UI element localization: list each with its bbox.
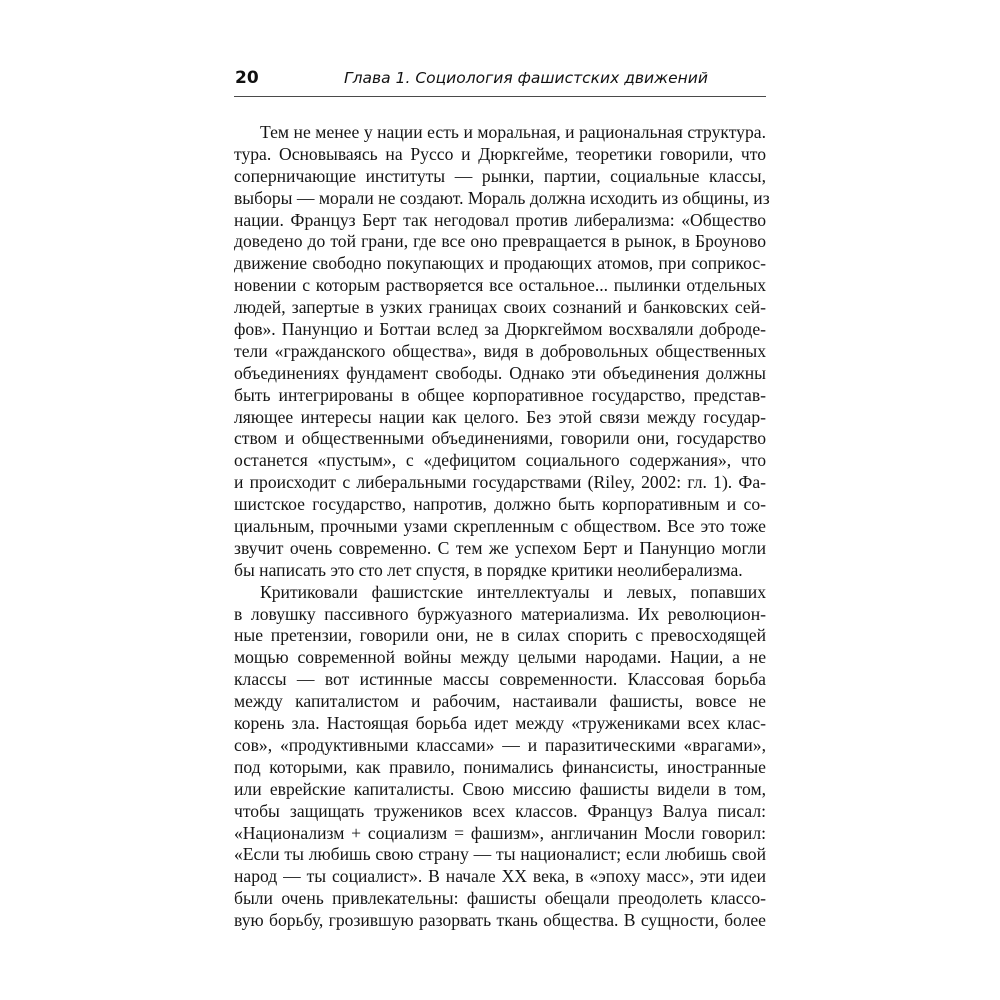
- text-line: останется «пустым», с «дефицитом социального содержания», что: [234, 450, 766, 471]
- text-line: людей, запертые в узких границах своих сознаний и банковских сей-: [234, 297, 766, 318]
- text-line: быть интегрированы в общее корпоративное государство, представ-: [234, 384, 766, 405]
- text-line: мощью современной войны между целыми народами. Нации, а не: [234, 647, 766, 668]
- text-line: или еврейские капиталисты. Свою миссию фашисты видели в том,: [234, 778, 766, 799]
- text-line: ляющее интересы нации как целого. Без этой связи между государ-: [234, 406, 766, 427]
- text-line: тели «гражданского общества», видя в добровольных общественных: [234, 340, 766, 361]
- text-line: Критиковали фашистские интеллектуалы и левых, попавших: [260, 581, 766, 602]
- text-line: народ — ты социалист». В начале XX века, в «эпоху масс», эти идеи: [234, 866, 766, 887]
- text-line: нации. Француз Берт так негодовал против либерализма: «Общество: [234, 209, 766, 230]
- text-line: сов», «продуктивными классами» — и паразитическими «врагами»,: [234, 734, 766, 755]
- text-line: корень зла. Настоящая борьба идет между «тружениками всех клас-: [234, 713, 766, 734]
- text-line: были очень привлекательны: фашисты обещали преодолеть классо-: [234, 888, 766, 909]
- text-line: классы — вот истинные массы современности. Классовая борьба: [234, 669, 766, 690]
- text-line: под которыми, как правило, понимались финансисты, иностранные: [234, 756, 766, 777]
- text-line: «Национализм + социализм = фашизм», англичанин Мосли говорил:: [234, 822, 766, 843]
- text-line: объединениях фундамент свободы. Однако эти объединения должны: [234, 362, 766, 383]
- text-line: выборы — морали не создают. Мораль должна исходить из общины, из: [234, 187, 770, 208]
- text-line: соперничающие институты — рынки, партии, социальные классы,: [234, 165, 766, 186]
- text-line: вую борьбу, грозившую разорвать ткань общества. В сущности, более: [234, 910, 766, 931]
- running-head: [234, 68, 766, 97]
- text-line: шистское государство, напротив, должно быть корпоративным и со-: [234, 494, 766, 515]
- text-line: ством и общественными объединениями, говорили они, государство: [234, 428, 766, 449]
- text-line: новении с которым растворяется все остальное... пылинки отдельных: [234, 275, 766, 296]
- text-line: доведено до той грани, где все оно превращается в рынок, в Броуново: [234, 231, 766, 252]
- text-line: фов». Панунцио и Боттаи вслед за Дюркгеймом восхваляли доброде-: [234, 319, 766, 340]
- text-line: бы написать это сто лет спустя, в порядке критики неолиберализма.: [234, 559, 743, 580]
- text-line: ные претензии, говорили они, не в силах спорить с превосходящей: [234, 625, 766, 646]
- text-line: тура. Основываясь на Руссо и Дюркгейме, теоретики говорили, что: [234, 143, 766, 164]
- text-line: циальным, прочными узами скрепленным с обществом. Все это тоже: [234, 516, 766, 537]
- body-text: [234, 122, 770, 932]
- text-line: Тем не менее у нации есть и моральная, и рациональная структура.: [260, 122, 766, 142]
- text-line: движение свободно покупающих и продающих атомов, при соприкос-: [234, 253, 766, 274]
- text-line: в ловушку пассивного буржуазного материализма. Их революцион-: [234, 603, 766, 624]
- chapter-title: Глава 1. Социология фашистских движений: [344, 69, 708, 87]
- text-line: и происходит с либеральными государствами (Riley, 2002: гл. 1). Фа-: [234, 472, 766, 493]
- page-number: 20: [235, 68, 259, 88]
- text-line: между капиталистом и рабочим, настаивали фашисты, вовсе не: [234, 691, 766, 712]
- text-line: звучит очень современно. С тем же успехом Берт и Панунцио могли: [234, 537, 766, 558]
- text-line: чтобы защищать тружеников всех классов. Француз Валуа писал:: [234, 800, 766, 821]
- text-line: «Если ты любишь свою страну — ты националист; если любишь свой: [234, 844, 766, 865]
